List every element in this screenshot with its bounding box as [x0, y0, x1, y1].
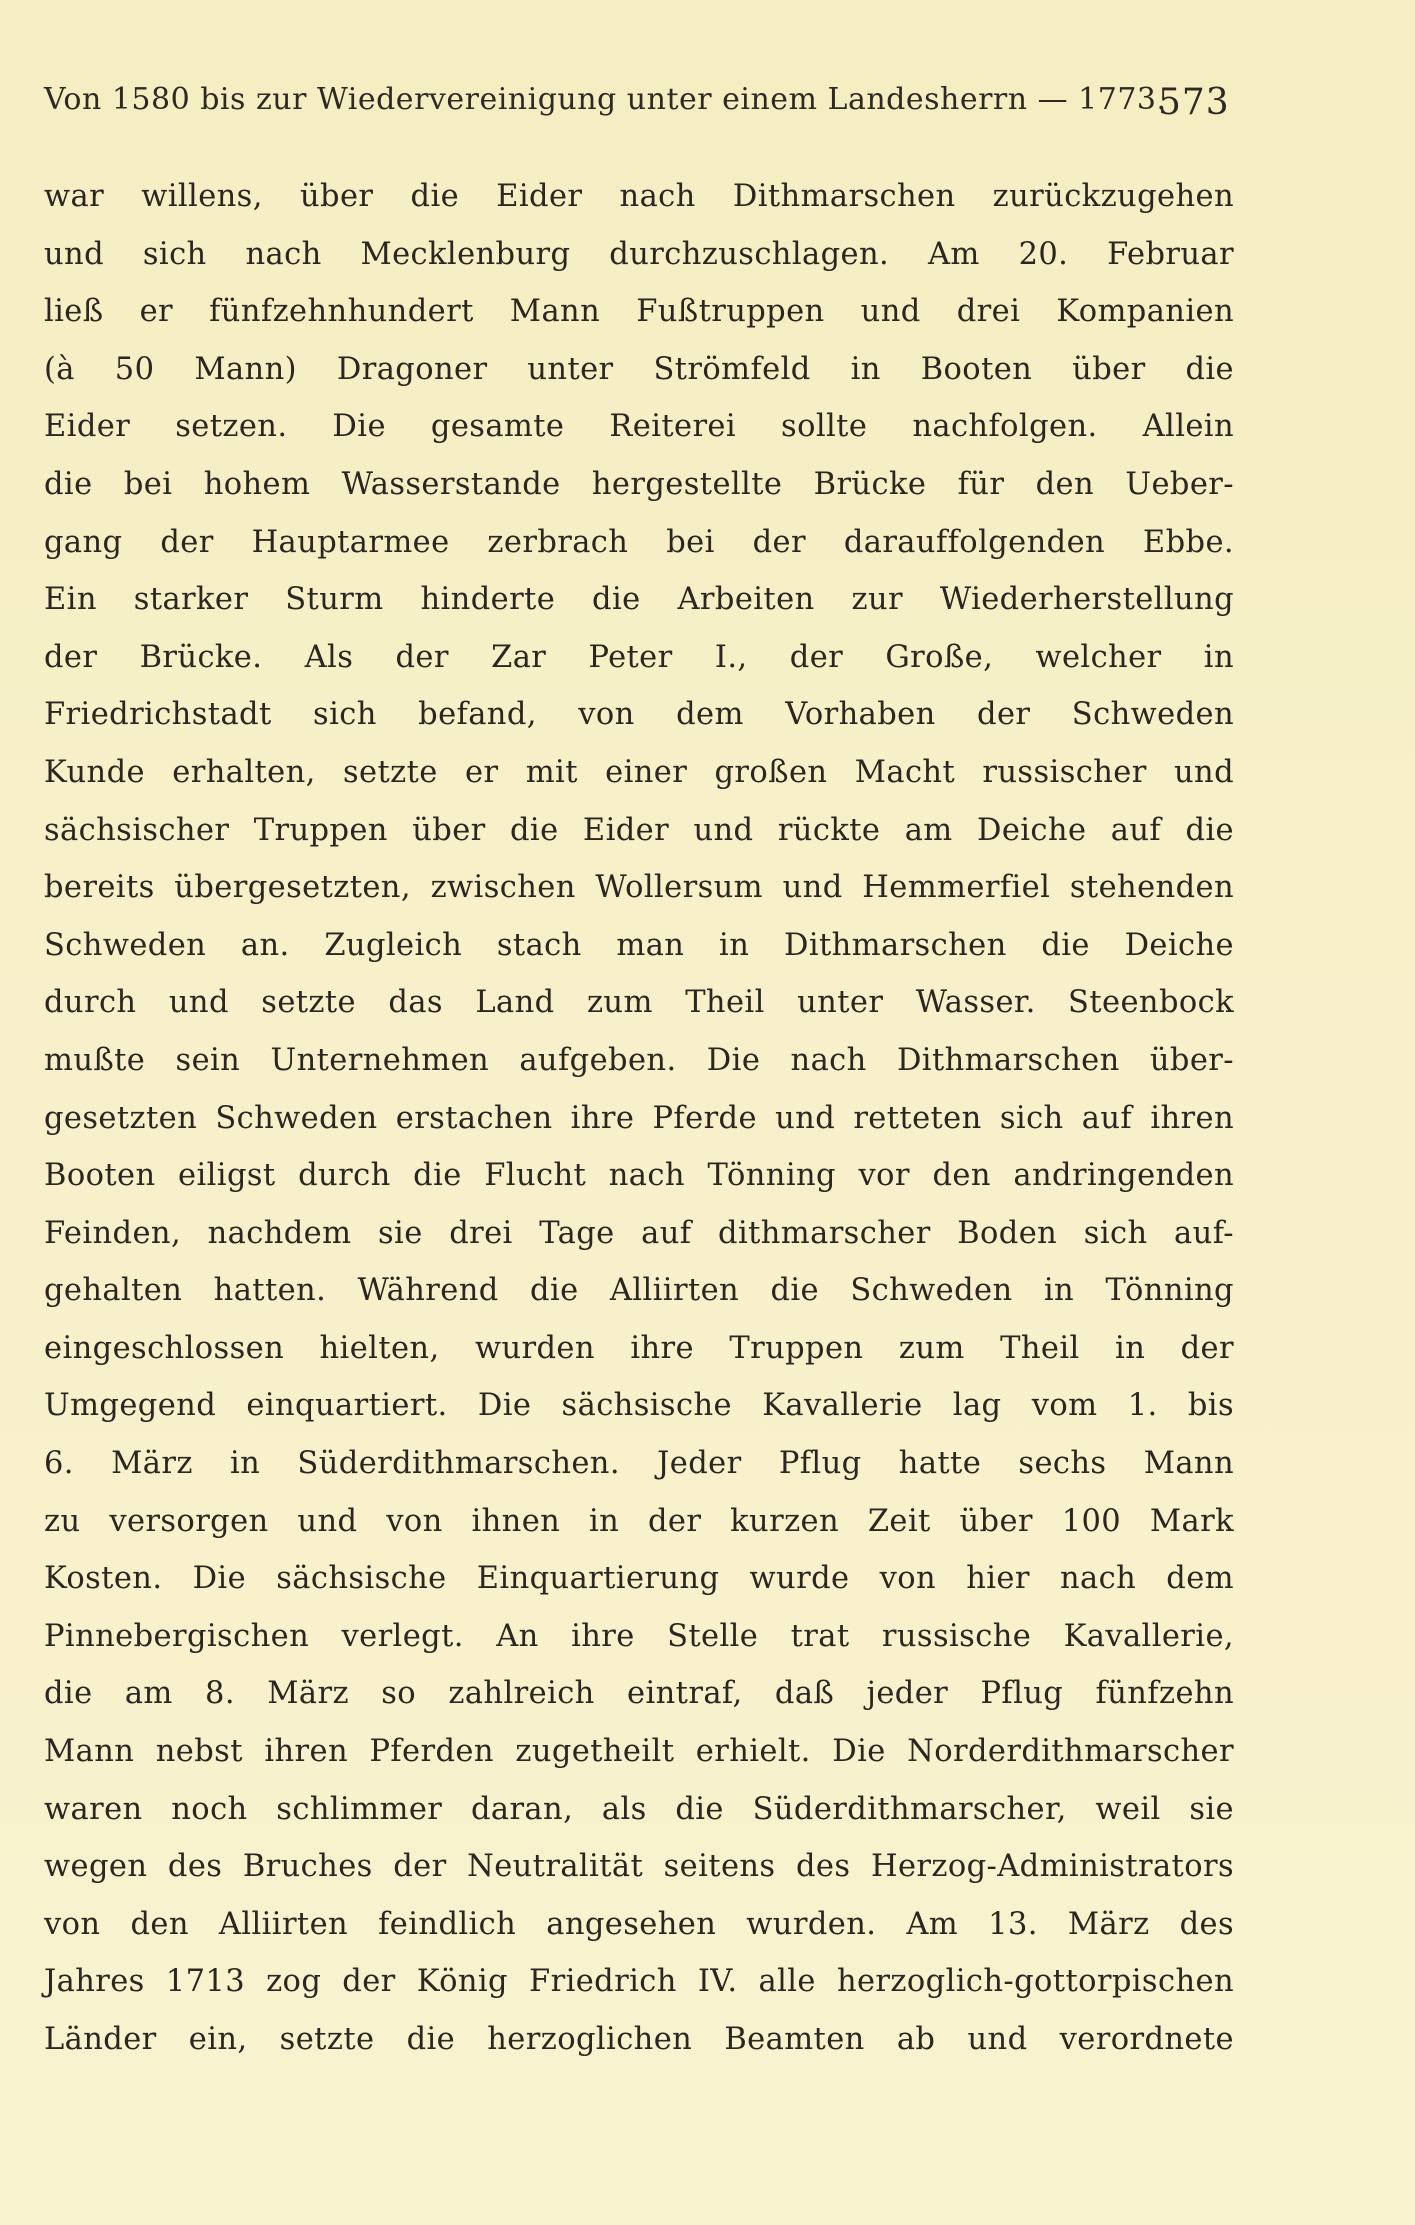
text-line: Friedrichstadt sich befand, von dem Vorhaben der Schweden	[44, 697, 1234, 733]
text-line: gang der Hauptarmee zerbrach bei der darauffolgenden Ebbe.	[44, 524, 1234, 560]
text-line: Booten eiligst durch die Flucht nach Tönning vor den andringenden	[44, 1158, 1234, 1194]
text-line: Umgegend einquartiert. Die sächsische Kavallerie lag vom 1. bis	[44, 1388, 1234, 1424]
text-line: Eider setzen. Die gesamte Reiterei sollte nachfolgen. Allein	[44, 409, 1234, 445]
text-line: Feinden, nachdem sie drei Tage auf dithmarscher Boden sich auf-	[44, 1215, 1234, 1251]
text-line: Ein starker Sturm hinderte die Arbeiten zur Wiederherstellung	[44, 582, 1234, 618]
text-line: Schweden an. Zugleich stach man in Dithmarschen die Deiche	[44, 927, 1234, 963]
text-line: Jahres 1713 zog der König Friedrich IV. alle herzoglich-gottorpischen	[44, 1964, 1234, 2000]
text-line: gesetzten Schweden erstachen ihre Pferde und retteten sich auf ihren	[44, 1100, 1234, 1136]
text-line: zu versorgen und von ihnen in der kurzen Zeit über 100 Mark	[44, 1503, 1234, 1539]
text-line: gehalten hatten. Während die Alliirten die Schweden in Tönning	[44, 1273, 1234, 1309]
text-line: 6. März in Süderdithmarschen. Jeder Pflug hatte sechs Mann	[44, 1446, 1234, 1482]
text-line: die bei hohem Wasserstande hergestellte Brücke für den Ueber-	[44, 466, 1234, 502]
text-line: sächsischer Truppen über die Eider und rückte am Deiche auf die	[44, 812, 1234, 848]
text-line: waren noch schlimmer daran, als die Süderdithmarscher, weil sie	[44, 1791, 1234, 1827]
text-line: mußte sein Unternehmen aufgeben. Die nach Dithmarschen über-	[44, 1042, 1234, 1078]
text-line: bereits übergesetzten, zwischen Wollersum und Hemmerfiel stehenden	[44, 870, 1234, 906]
text-line: die am 8. März so zahlreich eintraf, daß jeder Pflug fünfzehn	[44, 1676, 1234, 1712]
text-line: Mann nebst ihren Pferden zugetheilt erhielt. Die Norderdithmarscher	[44, 1734, 1234, 1770]
text-line: eingeschlossen hielten, wurden ihre Truppen zum Theil in der	[44, 1330, 1234, 1366]
page-number: 573	[1158, 82, 1230, 123]
text-line: der Brücke. Als der Zar Peter I., der Große, welcher in	[44, 639, 1234, 675]
text-line: Pinnebergischen verlegt. An ihre Stelle trat russische Kavallerie,	[44, 1618, 1234, 1654]
text-line: und sich nach Mecklenburg durchzuschlagen. Am 20. Februar	[44, 236, 1234, 272]
body-text	[44, 168, 1234, 2069]
text-line: von den Alliirten feindlich angesehen wurden. Am 13. März des	[44, 1906, 1234, 1942]
text-line: war willens, über die Eider nach Dithmarschen zurückzugehen	[44, 179, 1234, 214]
text-line: (à 50 Mann) Dragoner unter Strömfeld in Booten über die	[44, 351, 1234, 387]
text-line: Kunde erhalten, setzte er mit einer großen Macht russischer und	[44, 754, 1234, 790]
text-line: durch und setzte das Land zum Theil unter Wasser. Steenbock	[44, 985, 1234, 1021]
text-line: Kosten. Die sächsische Einquartierung wurde von hier nach dem	[44, 1561, 1234, 1597]
running-header: Von 1580 bis zur Wiedervereinigung unter einem Landesherrn — 1773.	[44, 82, 1167, 117]
text-line: wegen des Bruches der Neutralität seitens des Herzog-Administrators	[44, 1849, 1234, 1885]
text-line: ließ er fünfzehnhundert Mann Fußtruppen und drei Kompanien	[44, 294, 1234, 330]
text-line: Länder ein, setzte die herzoglichen Beamten ab und verordnete	[44, 2022, 1234, 2057]
